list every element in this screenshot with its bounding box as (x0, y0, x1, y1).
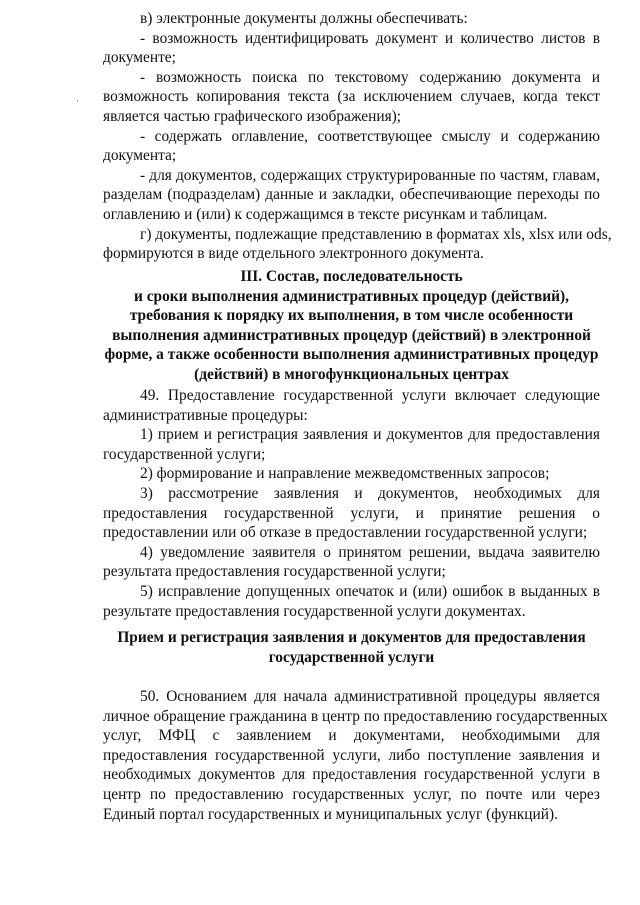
heading-line: требования к порядку их выполнения, в том числе особенности (129, 307, 574, 325)
subsection-heading-lines (103, 628, 600, 667)
section-heading (103, 267, 600, 385)
heading-line: III. Состав, последовательность (240, 268, 463, 285)
text-line: - содержать оглавление, соответствующее смыслу и содержанию (140, 127, 600, 145)
text-line: документа; (103, 147, 177, 165)
text-line: предоставления государственной услуги, и принятие решения о (103, 504, 600, 522)
text-line: 1) прием и регистрация заявления и документов для предоставления (140, 426, 600, 444)
text-line: - возможность поиска по текстовому содержанию документа и (140, 68, 600, 86)
clause-49 (103, 386, 600, 621)
text-line: формируются в виде отдельного электронного документа. (103, 245, 484, 263)
text-line: - для документов, содержащих структурированные по частям, главам, (140, 166, 600, 184)
text-line: 2) формирование и направление межведомственных запросов; (140, 465, 550, 483)
text-line: результата предоставления государственной услуги; (103, 563, 446, 581)
heading-line: выполнения административных процедур (действий) в электронной (112, 326, 591, 344)
block-49-lines (103, 386, 600, 621)
text-line: 50. Основанием для начала административной процедуры является (140, 688, 600, 705)
text-line: в) электронные документы должны обеспечивать: (140, 10, 468, 27)
block-50-lines (103, 687, 608, 824)
text-line: административные процедуры: (103, 406, 308, 424)
text-line: центр по предоставлению государственных услуг, по почте или через (103, 785, 600, 803)
text-line: г) документы, подлежащие представлению в форматах xls, xlsx или ods, (140, 225, 612, 243)
text-line: 49. Предоставление государственной услуги включает следующие (140, 387, 600, 404)
text-line: 4) уведомление заявителя о принятом решении, выдача заявителю (140, 543, 600, 561)
subsection-heading (103, 628, 600, 667)
text-line: - возможность идентифицировать документ и количество листов в (140, 29, 600, 47)
text-line: личное обращение гражданина в центр по предоставлению государственных (103, 707, 608, 725)
heading-line: Прием и регистрация заявления и документов для предоставления (117, 629, 586, 646)
heading-line: государственной услуги (268, 648, 435, 666)
text-line: результате предоставления государственной услуги документах. (103, 602, 526, 620)
text-line: 3) рассмотрение заявления и документов, необходимых для (140, 484, 600, 502)
text-line: Единый портал государственных и муниципальных услуг (функций). (103, 805, 558, 823)
text-line: необходимых документов для предоставления государственной услуги в (103, 766, 600, 784)
text-line: оглавлению и (или) к содержащимся в тексте рисункам и таблицам. (103, 205, 548, 223)
block-v-lines (103, 9, 612, 264)
clause-50 (103, 687, 608, 824)
text-line: является частью графического изображения); (103, 107, 402, 125)
text-line: государственной услуги; (103, 445, 266, 463)
heading-line: (действий) в многофункциональных центрах (194, 365, 509, 383)
heading-line: и сроки выполнения административных процедур (действий), (133, 287, 569, 305)
text-line: возможность копирования текста (за исключением случаев, когда текст (103, 88, 600, 106)
text-line: разделам (подразделам) данные и закладки, обеспечивающие переходы по (103, 186, 600, 204)
text-line: предоставлении или об отказе в предоставлении государственной услуги; (103, 524, 588, 542)
electronic-docs-requirements (103, 9, 612, 264)
heading-line: форме, а также особенности выполнения административных процедур (104, 346, 599, 364)
text-line: услуг, МФЦ с заявлением и документами, необходимыми для (103, 727, 600, 745)
text-line: документе; (103, 49, 176, 67)
scan-margin-mark (77, 100, 78, 102)
text-line: предоставления государственной услуги, либо поступление заявления и (103, 746, 600, 764)
text-line: 5) исправление допущенных опечаток и (или) ошибок в выданных в (140, 582, 600, 600)
section-heading-lines (103, 267, 600, 385)
